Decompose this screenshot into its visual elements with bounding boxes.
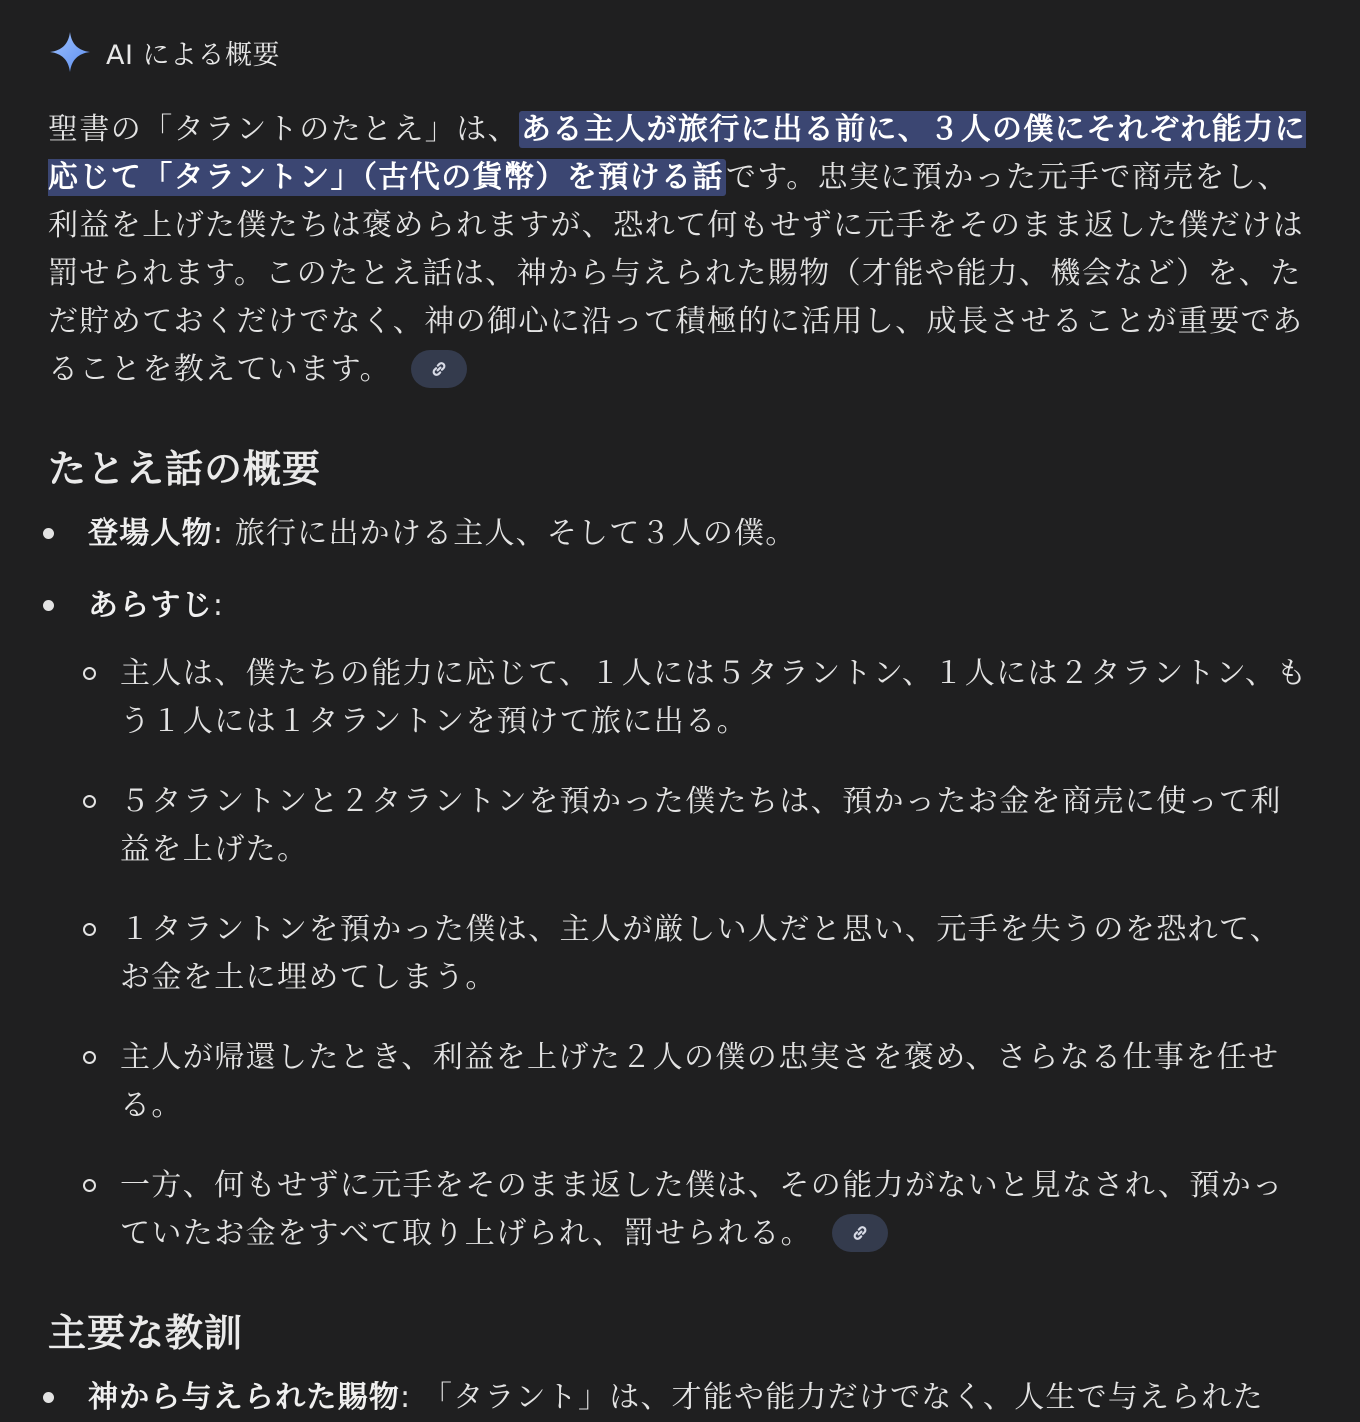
section-heading-lessons: 主要な教訓 (48, 1311, 244, 1355)
intro-text-after: です。忠実に預かった元手で商売をし、利益を上げた僕たちは褒められますが、恐れて何もせずに元手をそのまま返した僕だけは罰せられます。このたとえ話は、神から与えられた賜物（才能や能力、機会など）を、ただ貯めておくだけでなく、神の御心に沿って積極的に活用し、成長させることが重要であることを教えています。 (48, 160, 1304, 387)
section-heading-overview: たとえ話の概要 (48, 447, 322, 491)
bullet-text: : 「タラント」は、才能や能力だけでなく、人生で与えられた (400, 1380, 1264, 1415)
sub-bullet-circle (83, 923, 96, 936)
bullet-dot (43, 600, 54, 611)
bullet-label: 神から与えられた賜物 (88, 1380, 400, 1415)
ai-overview-header (48, 28, 280, 76)
ai-overview-title: AI による概要 (106, 39, 281, 71)
sub-bullet-circle (83, 667, 96, 680)
intro-text-before: 聖書の「タラントのたとえ」は、 (48, 112, 519, 147)
sub-bullet-circle (83, 795, 96, 808)
link-icon (849, 1222, 871, 1244)
source-link-button[interactable] (411, 350, 467, 388)
sub-bullet-text-with-link (120, 1162, 1310, 1258)
bullet-label: あらすじ (88, 588, 213, 623)
bullet-dot (43, 1392, 54, 1403)
bullet-text: : 旅行に出かける主人、そして３人の僕。 (212, 516, 797, 551)
sub-bullet-text: １タラントンを預かった僕は、主人が厳しい人だと思い、元手を失うのを恐れて、お金を土に埋めてしまう。 (120, 912, 1282, 995)
sub-bullet-circle (83, 1179, 96, 1192)
bullet-label: 登場人物 (88, 516, 213, 551)
intro-highlight: ある主人が旅行に出る前に、３人の僕にそれぞれ能力に応じて「タラントン」（古代の貨幣）を預ける話 (48, 112, 1306, 195)
sub-bullet-text: 主人は、僕たちの能力に応じて、１人には５タラントン、１人には２タラントン、もう１人には１タラントンを預けて旅に出る。 (120, 656, 1308, 739)
sub-bullet-text: ５タラントンと２タラントンを預かった僕たちは、預かったお金を商売に使って利益を上げた。 (120, 784, 1282, 867)
link-icon (428, 358, 450, 380)
bullet-dot (43, 528, 54, 539)
sub-bullet-circle (83, 1051, 96, 1064)
sub-bullet-text: 主人が帰還したとき、利益を上げた２人の僕の忠実さを褒め、さらなる仕事を任せる。 (120, 1040, 1280, 1123)
sub-bullet-text: 一方、何もせずに元手をそのまま返した僕は、その能力がないと見なされ、預かっていたお金をすべて取り上げられ、罰せられる。 (120, 1168, 1284, 1251)
sparkle-icon (48, 30, 92, 74)
source-link-button[interactable] (832, 1214, 888, 1252)
bullet-text: : (212, 588, 225, 623)
intro-paragraph (48, 106, 1310, 394)
